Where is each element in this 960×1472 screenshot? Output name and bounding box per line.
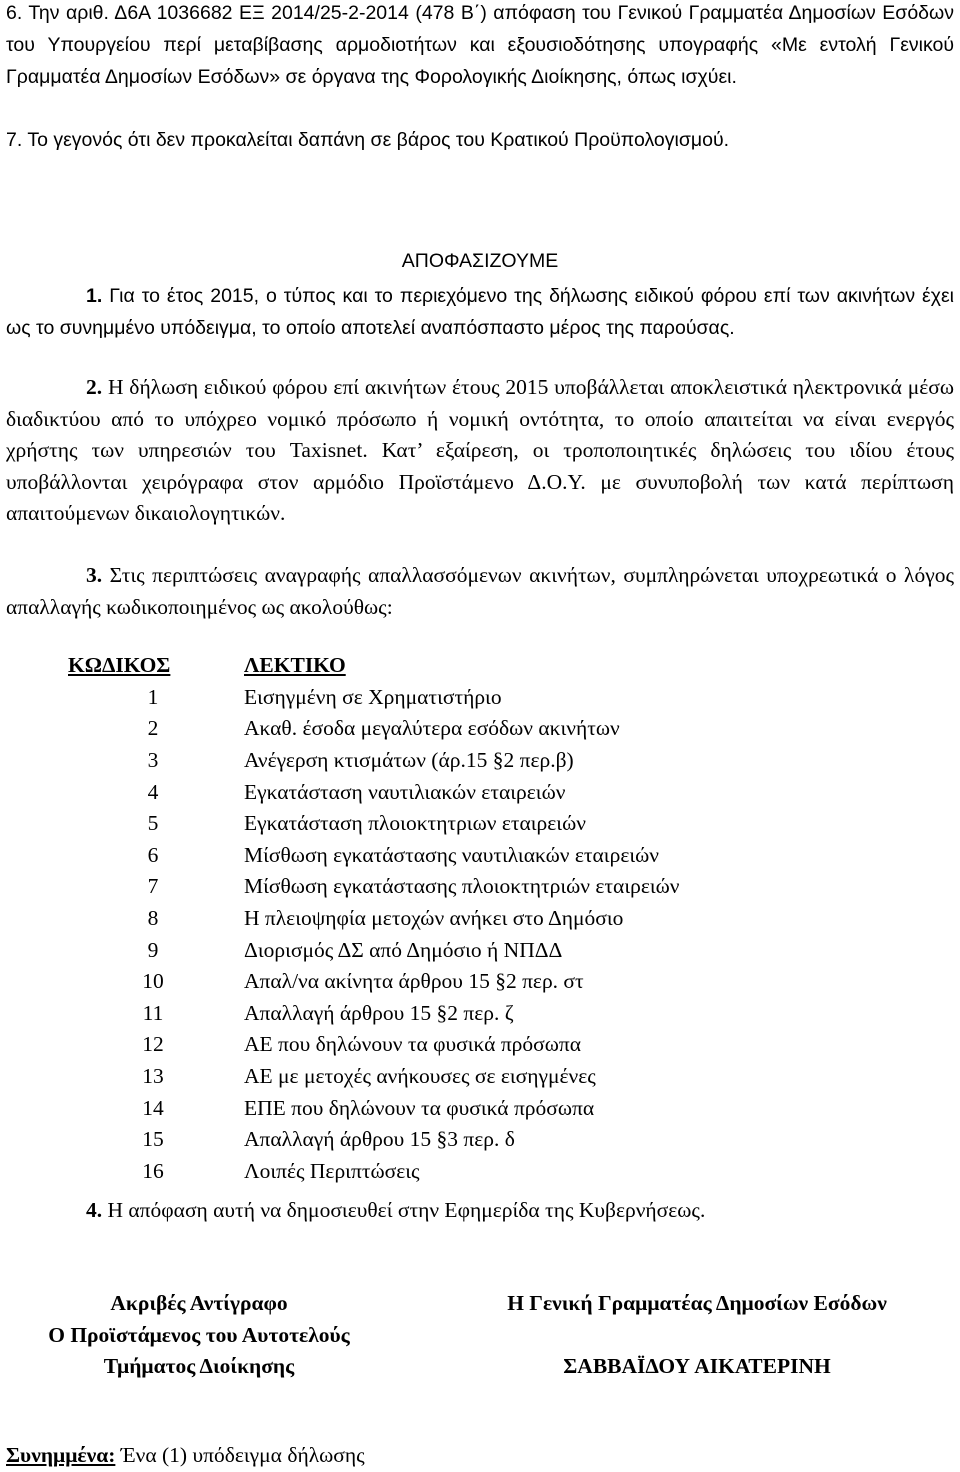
description-cell: Απαλλαγή άρθρου 15 §2 περ. ζ [244,1000,514,1025]
code-cell: 5 [147,811,159,836]
decision-heading-text: ΑΠΟΦΑΣΙΖΟΥΜΕ [401,250,559,272]
table-row [62,1124,680,1156]
column-header-text: ΛΕΚΤΙΚΟ [244,653,346,678]
table-row [62,745,680,777]
table-row [62,1029,680,1061]
decision-text: Η δήλωση ειδικού φόρου επί ακινήτων έτους 2015 υποβάλλεται αποκλειστικά ηλεκτρονικά μέσω διαδικτύου από το υπόχρεο νομικό πρόσωπο ή νομική οντότητα, το οποίο απαιτείται να είναι ενεργός χρήστης των υπηρεσιών του Taxisnet. Κατ’ εξαίρεση, οι τροποποιητικές δηλώσεις του ιδίου έτους υποβάλλονται χειρόγραφα στον αρμόδιο Προϊστάμενο Δ.Ο.Υ. με συνυποβολή των κατά περίπτωση απαιτούμενων δικαιολογητικών. [6,375,954,526]
table-row [62,966,680,998]
decision-number: 4. [86,1198,103,1222]
description-cell: Απαλ/να ακίνητα άρθρου 15 §2 περ. στ [244,969,584,994]
description-cell: Η πλειοψηφία μετοχών ανήκει στο Δημόσιο [244,906,624,931]
description-cell: ΑΕ που δηλώνουν τα φυσικά πρόσωπα [244,1032,582,1057]
decision-text: Στις περιπτώσεις αναγραφής απαλλασσόμενων ακινήτων, συμπληρώνεται υποχρεωτικά ο λόγος απαλλαγής κωδικοποιημένος ως ακολούθως: [6,563,954,619]
description-cell: Εγκατάσταση πλοιοκτητριων εταιρειών [244,811,586,836]
decision-item-2 [6,372,954,530]
decision-number: 3. [86,563,103,587]
code-cell: 16 [142,1158,164,1183]
preamble-item-6: 6. Την αριθ. Δ6Α 1036682 ΕΞ 2014/25-2-2014 (478 Β΄) απόφαση του Γενικού Γραμματέα Δημοσίων Εσόδων του Υπουργείου περί μεταβίβασης αρμοδιοτήτων και εξουσιοδότησης υπογραφής «Με εντολή Γενικού Γραμματέα Δημοσίων Εσόδων» σε όργανα της Φορολογικής Διοίκησης, όπως ισχύει. [6,2,954,88]
table-row [62,998,680,1030]
decision-text: Για το έτος 2015, ο τύπος και το περιεχόμενο της δήλωσης ειδικού φόρου επί των ακινήτων έχει ως το συνημμένο υπόδειγμα, το οποίο αποτελεί αναπόσπαστο μέρος της παρούσας. [6,285,954,339]
table-row [62,1061,680,1093]
code-cell: 4 [147,779,159,804]
preamble-item-7: 7. Το γεγονός ότι δεν προκαλείται δαπάνη σε βάρος του Κρατικού Προϋπολογισμού. [6,129,730,151]
description-cell: Διορισμός ΔΣ από Δημόσιο ή ΝΠΔΔ [244,937,563,962]
code-cell: 11 [142,1000,164,1025]
decision-heading [6,250,954,273]
signature-spacer [440,1320,954,1352]
signature-right-title: Η Γενική Γραμματέας Δημοσίων Εσόδων [507,1291,887,1315]
signature-right [440,1288,954,1383]
table-row [62,1156,680,1188]
exemption-codes-table [62,650,680,1187]
table-header-row [62,650,680,682]
signature-left-line: Τμήματος Διοίκησης [103,1354,295,1379]
code-cell: 12 [142,1032,164,1057]
column-header-code: ΚΩΔΙΚΟΣ [68,653,171,678]
description-cell: Εισηγμένη σε Χρηματιστήριο [244,684,502,709]
decision-number: 1. [86,285,103,307]
code-cell: 7 [147,874,159,899]
description-cell: Ανέγερση κτισμάτων (άρ.15 §2 περ.β) [244,748,574,773]
description-cell: Απαλλαγή άρθρου 15 §3 περ. δ [244,1127,515,1152]
decision-text: Η απόφαση αυτή να δημοσιευθεί στην Εφημερίδα της Κυβερνήσεως. [102,1198,706,1222]
signature-left-line: Ο Προϊστάμενος του Αυτοτελούς [48,1322,350,1347]
attachments-label: Συνημμένα: [6,1443,116,1467]
table-row [62,682,680,714]
code-cell: 2 [147,716,159,741]
decision-item-1 [6,281,954,345]
code-cell: 10 [142,969,164,994]
code-cell: 15 [142,1127,164,1152]
code-cell: 3 [147,748,159,773]
description-cell: ΕΠΕ που δηλώνουν τα φυσικά πρόσωπα [244,1095,595,1120]
attachments-line [6,1440,954,1472]
attachments-text: Ένα (1) υπόδειγμα δήλωσης [115,1443,365,1467]
code-cell: 8 [147,906,159,931]
description-cell: Μίσθωση εγκατάστασης ναυτιλιακών εταιρειών [244,842,659,867]
description-cell: ΑΕ με μετοχές ανήκουσες σε εισηγμένες [244,1064,596,1089]
decision-number: 2. [86,375,103,399]
code-cell: 14 [142,1095,164,1120]
code-cell: 6 [147,842,159,867]
table-row [62,871,680,903]
description-cell: Μίσθωση εγκατάστασης πλοιοκτητριών εταιρειών [244,874,680,899]
description-cell: Ακαθ. έσοδα μεγαλύτερα εσόδων ακινήτων [244,716,620,741]
table-row [62,903,680,935]
table-row [62,934,680,966]
table-row [62,713,680,745]
table-row [62,808,680,840]
code-cell: 1 [147,684,159,709]
decision-item-3 [6,560,954,623]
signature-left [6,1288,392,1383]
table-body [62,682,680,1188]
table-row [62,840,680,872]
description-cell: Λοιπές Περιπτώσεις [244,1158,420,1183]
decision-item-4 [86,1195,954,1227]
signature-left-line: Ακριβές Αντίγραφο [110,1291,288,1315]
table-row [62,1092,680,1124]
signature-right-name: ΣΑΒΒΑΪΔΟΥ ΑΙΚΑΤΕΡΙΝΗ [563,1354,831,1379]
code-cell: 13 [142,1064,164,1089]
table-row [62,776,680,808]
description-cell: Εγκατάσταση ναυτιλιακών εταιρειών [244,779,566,804]
code-cell: 9 [147,937,159,962]
